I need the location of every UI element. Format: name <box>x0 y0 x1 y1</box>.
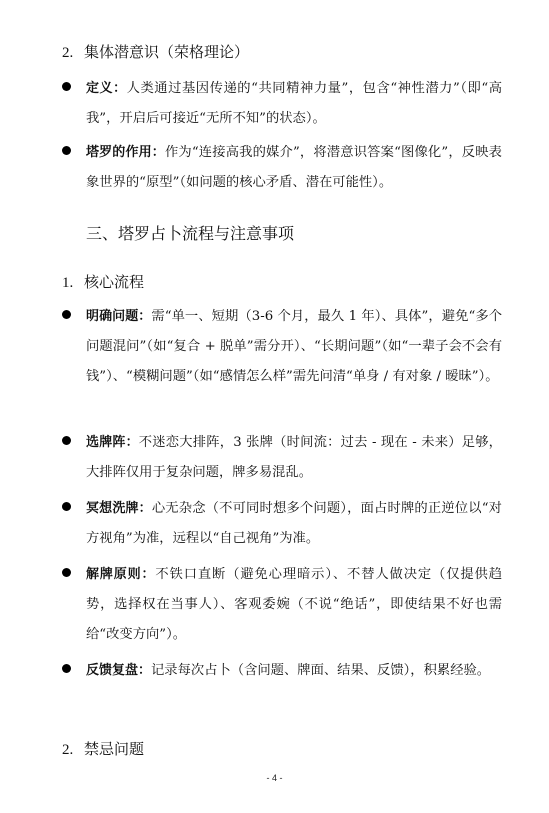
bullet-body: 记录每次占卜（含问题、牌面、结果、反馈），积累经验。 <box>151 663 491 678</box>
bullet-body: 作为“连接高我的媒介”，将潜意识答案“图像化”，反映表象世界的“原型”（如问题的核心矛盾、潜在可能性）。 <box>86 145 502 190</box>
bullet-label: 解牌原则： <box>86 567 156 582</box>
bullet-dot-icon <box>62 664 71 673</box>
bullet-meditate-shuffle <box>62 494 502 554</box>
bullet-paragraph <box>86 656 502 686</box>
subsection-title: 核心流程 <box>84 273 145 291</box>
bullet-paragraph <box>86 138 502 198</box>
bullet-paragraph <box>86 560 502 650</box>
subsection-number: 1. <box>62 275 74 291</box>
bullet-paragraph <box>86 428 502 488</box>
bullet-dot-icon <box>62 146 71 155</box>
bullet-label: 选牌阵： <box>86 435 139 450</box>
bullet-dot-icon <box>62 568 71 577</box>
bullet-dot-icon <box>62 82 71 91</box>
bullet-choose-spread <box>62 428 502 488</box>
bullet-clarify-question <box>62 302 502 392</box>
chapter-heading-tarot-process: 三、塔罗占卜流程与注意事项 <box>86 224 295 243</box>
bullet-body: 不铁口直断（避免心理暗示）、不替人做决定（仅提供趋势，选择权在当事人）、客观委婉（不说“绝话”，即使结果不好也需给“改变方向”）。 <box>86 567 502 642</box>
bullet-label: 明确问题： <box>86 309 152 324</box>
bullet-label: 冥想洗牌： <box>86 501 152 516</box>
bullet-definition <box>62 74 502 134</box>
bullet-paragraph <box>86 494 502 554</box>
section-title: 集体潜意识（荣格理论） <box>84 43 250 61</box>
subsection-heading-taboo-questions <box>62 739 144 760</box>
bullet-dot-icon <box>62 502 71 511</box>
bullet-feedback-review <box>62 656 502 686</box>
bullet-label: 塔罗的作用： <box>86 145 165 160</box>
page-number: - 4 - <box>266 773 283 783</box>
bullet-dot-icon <box>62 310 71 319</box>
bullet-tarot-role <box>62 138 502 198</box>
bullet-label: 定义： <box>86 81 127 96</box>
bullet-paragraph <box>86 74 502 134</box>
subsection-number: 2. <box>62 742 74 758</box>
bullet-body: 需“单一、短期（3-6 个月，最久 1 年）、具体”，避免“多个问题混问”（如“复合 + 脱单”需分开）、“长期问题”（如“一辈子会不会有钱”）、“模糊问题”（如“感情怎么样”需先问清“单身 / 有对象 / 暧昧”）。 <box>86 309 502 384</box>
bullet-label: 反馈复盘： <box>86 663 152 678</box>
bullet-body: 不迷恋大排阵，3 张牌（时间流：过去 - 现在 - 未来）足够，大排阵仅用于复杂问题，牌多易混乱。 <box>86 435 502 480</box>
bullet-dot-icon <box>62 436 71 445</box>
bullet-body: 人类通过基因传递的“共同精神力量”，包含“神性潜力”（即“高我”，开启后可接近“无所不知”的状态）。 <box>86 81 502 126</box>
subsection-title: 禁忌问题 <box>84 740 145 758</box>
subsection-heading-core-process <box>62 272 144 293</box>
section-heading-collective-unconscious <box>62 42 249 63</box>
bullet-paragraph <box>86 302 502 392</box>
bullet-reading-principles <box>62 560 502 650</box>
bullet-body: 心无杂念（不可同时想多个问题），面占时牌的正逆位以“对方视角”为准，远程以“自己视角”为准。 <box>86 501 502 546</box>
section-number: 2. <box>62 45 74 61</box>
